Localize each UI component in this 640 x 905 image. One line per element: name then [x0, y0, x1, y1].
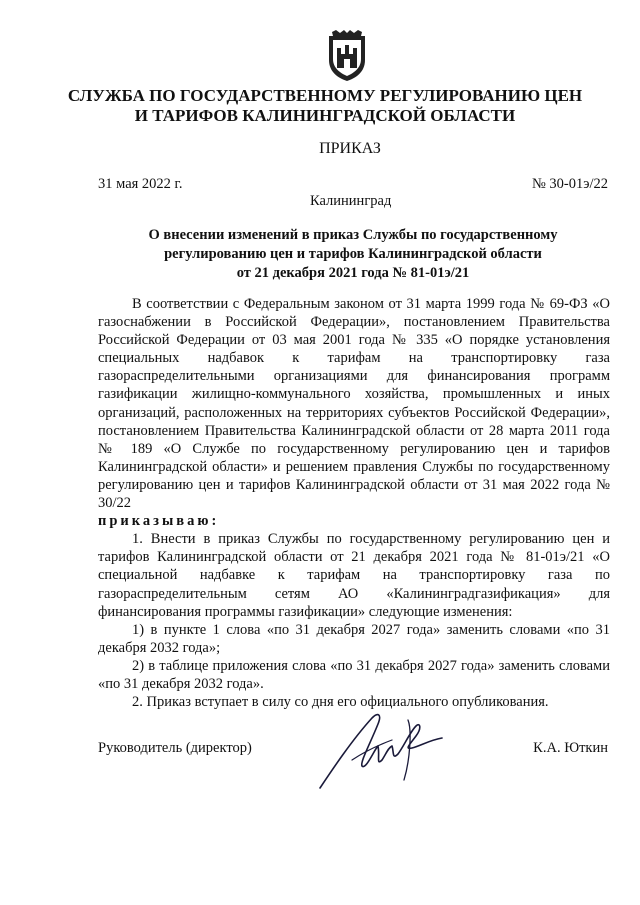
agency-name-line2: И ТАРИФОВ КАЛИНИНГРАДСКОЙ ОБЛАСТИ [134, 106, 516, 125]
document-subject [110, 226, 596, 283]
document-city: Калининград [310, 193, 392, 209]
document-body [98, 295, 610, 711]
item-1-2-paragraph: 2) в таблице приложения слова «по 31 декабря 2027 года» заменить словами «по 31 декабря 2032 года». [98, 657, 610, 692]
agency-name [60, 86, 590, 126]
document-date: 31 мая 2022 г. [98, 176, 183, 192]
orders-keyword: приказываю: [98, 513, 220, 530]
preamble-paragraph: В соответствии с Федеральным законом от 31 марта 1999 года № 69-ФЗ «О газоснабжении в Российской Федерации», постановлением Правительства Российской Федерации от 03 мая 2001 года № 335 «О порядке установления специальных надбавок к тарифам на транспортировку газа газораспределительными организациями для финансирования программ газификации жилищно-коммунального хозяйства, промышленных и иных организаций, расположенных на территориях субъектов Российской Федерации», постановлением Правительства Калининградской области от 28 марта 2011 года № 189 «О Службе по государственному регулированию цен и тарифов Калининградской области» и решением правления Службы по государственному регулированию цен и тарифов Калининградской области от 31 мая 2022 года № 30/22 [98, 296, 610, 512]
orders-paragraph [98, 512, 610, 530]
document-type: ПРИКАЗ [319, 140, 381, 157]
subject-line1: О внесении изменений в приказ Службы по государственному [148, 227, 558, 243]
agency-name-line1: СЛУЖБА ПО ГОСУДАРСТВЕННОМУ РЕГУЛИРОВАНИЮ ЦЕН [67, 86, 583, 105]
coat-of-arms-icon [326, 30, 368, 82]
document-number: № 30-01э/22 [531, 176, 608, 192]
subject-line2: регулированию цен и тарифов Калининградской области [164, 246, 542, 262]
signature-icon [312, 700, 452, 795]
item-1-paragraph: 1. Внести в приказ Службы по государственному регулированию цен и тарифов Калининградской области от 21 декабря 2021 года № 81-01э/21 «О специальной надбавке к тарифам на транспортировку газа по газораспределительным сетям АО «Калининградгазификация» для финансирования программы газификации» следующие изменения: [98, 531, 610, 620]
item-2-paragraph: 2. Приказ вступает в силу со дня его официального опубликования. [132, 694, 549, 711]
signatory-position: Руководитель (директор) [98, 740, 252, 756]
signatory-name: К.А. Юткин [533, 740, 608, 756]
item-1-1-paragraph: 1) в пункте 1 слова «по 31 декабря 2027 года» заменить словами «по 31 декабря 2032 года»; [98, 621, 610, 656]
subject-line3: от 21 декабря 2021 года № 81-01э/21 [236, 265, 470, 281]
